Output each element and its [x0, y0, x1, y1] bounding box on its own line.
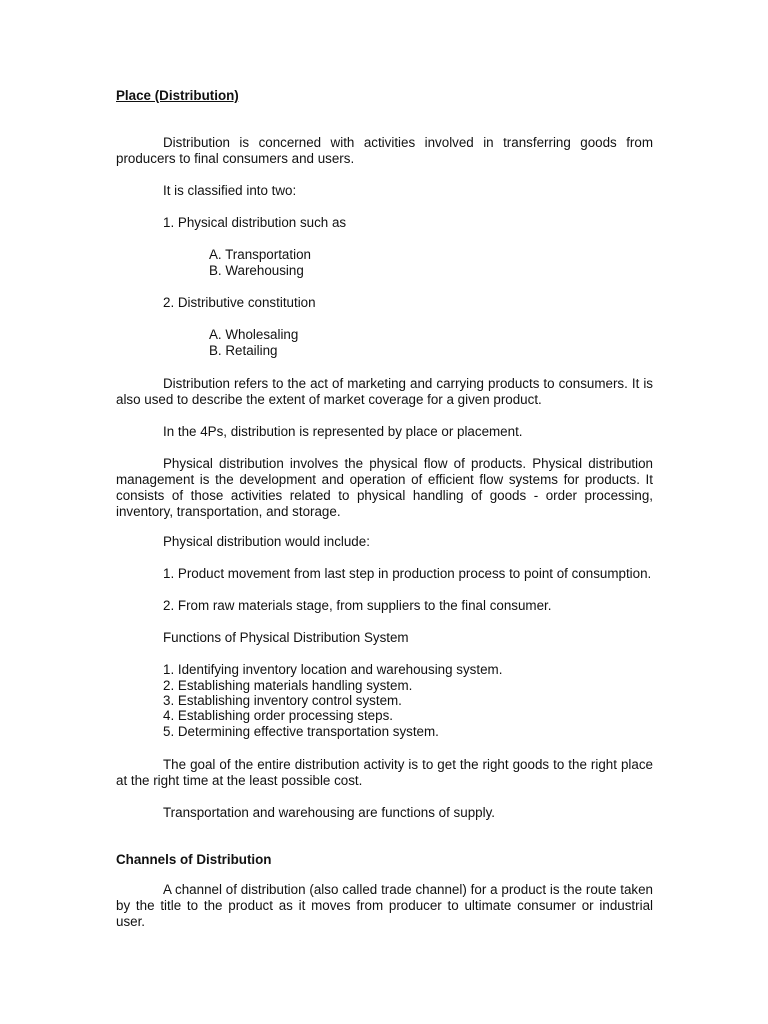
class2-item: A. Wholesaling [209, 327, 299, 342]
class2-label: 2. Distributive constitution [163, 295, 316, 310]
channel-text: A channel of distribution (also called trade channel) for a product is the route taken by the title to the product as it moves from producer to ultimate consumer or industrial user. [116, 882, 653, 929]
functions-heading: Functions of Physical Distribution System [163, 630, 409, 645]
include-paragraph: Physical distribution would include: [163, 534, 370, 549]
include-item: 2. From raw materials stage, from suppliers to the final consumer. [163, 598, 552, 613]
channel-paragraph [116, 882, 653, 930]
intro-text: Distribution is concerned with activities involved in transferring goods from producers to final consumers and users. [116, 135, 653, 166]
include-item [116, 566, 653, 582]
class1-label: 1. Physical distribution such as [163, 215, 347, 230]
page-title: Place (Distribution) [116, 88, 239, 103]
include-item-text: 1. Product movement from last step in production process to point of consumption. [163, 566, 652, 581]
physical-paragraph [116, 456, 653, 520]
physical-text: Physical distribution involves the physical flow of products. Physical distribution management is the development and operation of efficient flow systems for products. It consists of those activities related to physical handling of goods - order processing, inventory, transportation, and storage. [116, 456, 653, 519]
refers-paragraph [116, 376, 653, 408]
refers-text: Distribution refers to the act of marketing and carrying products to consumers. It is also used to describe the extent of market coverage for a given product. [116, 376, 653, 407]
class2-item: B. Retailing [209, 343, 278, 358]
goal-paragraph [116, 757, 653, 789]
four-ps-paragraph: In the 4Ps, distribution is represented by place or placement. [163, 424, 523, 439]
goal-text: The goal of the entire distribution activity is to get the right goods to the right place at the right time at the least possible cost. [116, 757, 653, 788]
functions-item: 4. Establishing order processing steps. [163, 708, 393, 723]
functions-item: 1. Identifying inventory location and warehousing system. [163, 662, 503, 677]
channels-heading: Channels of Distribution [116, 852, 272, 867]
supply-paragraph: Transportation and warehousing are functions of supply. [163, 805, 495, 820]
functions-item: 3. Establishing inventory control system. [163, 693, 402, 708]
class1-item: A. Transportation [209, 247, 311, 262]
class1-item: B. Warehousing [209, 263, 304, 278]
functions-item: 2. Establishing materials handling system. [163, 678, 413, 693]
classified-paragraph: It is classified into two: [163, 183, 297, 198]
intro-paragraph [116, 135, 653, 167]
functions-item: 5. Determining effective transportation system. [163, 724, 439, 739]
